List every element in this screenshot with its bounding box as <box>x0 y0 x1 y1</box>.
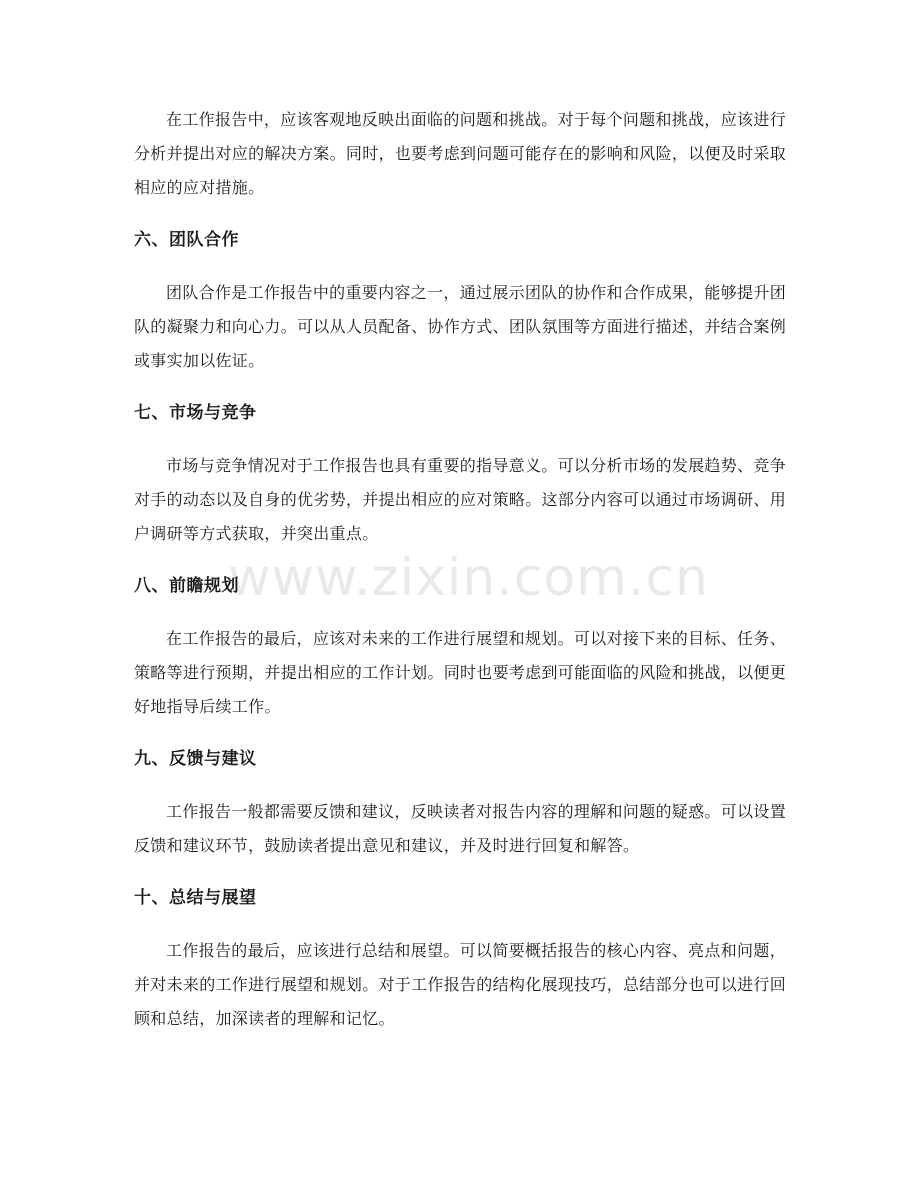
section-heading-team: 六、团队合作 <box>134 230 239 250</box>
section-heading-summary: 十、总结与展望 <box>134 888 257 908</box>
section-heading-market: 七、市场与竞争 <box>134 403 257 423</box>
section-paragraph-team: 团队合作是工作报告中的重要内容之一，通过展示团队的协作和合作成果，能够提升团队的凝聚力和向心力。可以从人员配备、协作方式、团队氛围等方面进行描述，并结合案例或事实加以佐证。 <box>134 283 787 370</box>
section-heading-feedback: 九、反馈与建议 <box>134 749 257 769</box>
section-paragraph-market: 市场与竞争情况对于工作报告也具有重要的指导意义。可以分析市场的发展趋势、竞争对手的动态以及自身的优劣势，并提出相应的应对策略。这部分内容可以通过市场调研、用户调研等方式获取，并突出重点。 <box>134 456 787 543</box>
watermark: www.zixin.com.cn <box>228 548 709 608</box>
section-paragraph-summary: 工作报告的最后，应该进行总结和展望。可以简要概括报告的核心内容、亮点和问题，并对未来的工作进行展望和规划。对于工作报告的结构化展现技巧，总结部分也可以进行回顾和总结，加深读者的理解和记忆。 <box>134 941 787 1028</box>
section-paragraph-feedback: 工作报告一般都需要反馈和建议，反映读者对报告内容的理解和问题的疑惑。可以设置反馈和建议环节，鼓励读者提出意见和建议，并及时进行回复和解答。 <box>134 802 786 855</box>
section-paragraph-planning: 在工作报告的最后，应该对未来的工作进行展望和规划。可以对接下来的目标、任务、策略等进行预期，并提出相应的工作计划。同时也要考虑到可能面临的风险和挑战，以便更好地指导后续工作。 <box>134 629 787 716</box>
intro-paragraph: 在工作报告中，应该客观地反映出面临的问题和挑战。对于每个问题和挑战，应该进行分析并提出对应的解决方案。同时，也要考虑到问题可能存在的影响和风险，以便及时采取相应的应对措施。 <box>134 110 787 197</box>
section-heading-planning: 八、前瞻规划 <box>134 576 239 596</box>
document-body <box>134 103 786 1036</box>
